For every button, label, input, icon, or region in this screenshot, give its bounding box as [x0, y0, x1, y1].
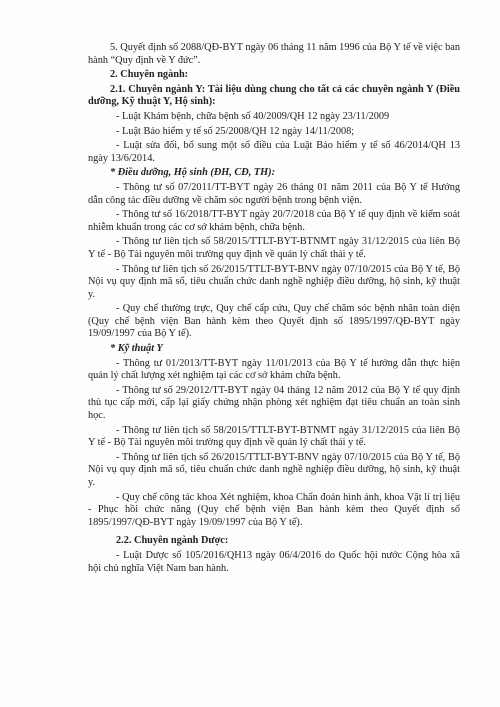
nursing-item-1: - Thông tư số 07/2011/TT-BYT ngày 26 tháng 01 năm 2011 của Bộ Y tế Hướng dẫn công tác điều dưỡng về chăm sóc người bệnh trong bệnh viện.: [88, 181, 460, 206]
nursing-item-4: - Thông tư liên tịch số 26/2015/TTLT-BYT-BNV ngày 07/10/2015 của Bộ Y tế, Bộ Nội vụ quy định mã số, tiêu chuẩn chức danh nghề nghiệp điều dưỡng, hộ sinh, kỹ thuật y.: [88, 263, 460, 300]
section-2-heading: 2. Chuyên ngành:: [110, 69, 189, 81]
tech-heading: * Kỹ thuật Y: [110, 343, 163, 355]
nursing-item-3: - Thông tư liên tịch số 58/2015/TTLT-BYT-BTNMT ngày 31/12/2015 của liên Bộ Y tế - Bộ Tài nguyên môi trường quy định về quản lý chất thải y tế.: [88, 236, 460, 260]
tech-item-1: - Thông tư 01/2013/TT-BYT ngày 11/01/2013 của Bộ Y tế hướng dẫn thực hiện quản lý chất lượng xét nghiệm tại các cơ sở khám chữa bệnh.: [88, 357, 460, 382]
item-5: 5. Quyết định số 2088/QĐ-BYT ngày 06 tháng 11 năm 1996 của Bộ Y tế về việc ban hành “Quy định về Y đức”.: [88, 42, 460, 66]
pharmacy-heading: 2.2. Chuyên ngành Dược:: [116, 535, 229, 547]
general-item-2: - Luật Bảo hiểm y tế số 25/2008/QH 12 ngày 14/11/2008;: [116, 125, 355, 137]
pharmacy-item-1: - Luật Dược số 105/2016/QH13 ngày 06/4/2016 do Quốc hội nước Cộng hòa xã hội chủ nghĩa Việt Nam ban hành.: [88, 549, 460, 574]
tech-item-3: - Thông tư liên tịch số 58/2015/TTLT-BYT-BTNMT ngày 31/12/2015 của liên Bộ Y tế - Bộ Tài nguyên môi trường quy định về quản lý chất thải y tế.: [88, 424, 460, 449]
tech-item-2: - Thông tư số 29/2012/TT-BYT ngày 04 tháng 12 năm 2012 của Bộ Y tế quy định thủ tục cấp mới, cấp lại giấy chứng nhận phòng xét nghiệm đạt tiêu chuẩn an toàn sinh học.: [88, 384, 460, 422]
nursing-item-5: - Quy chế thường trực, Quy chế cấp cứu, Quy chế chăm sóc bệnh nhân toàn diện (Quy chế bệnh viện Ban hành kèm theo Quyết định số 1895/1997/QĐ-BYT ngày 19/09/1997 của Bộ Y tế).: [88, 303, 460, 340]
tech-item-5: - Quy chế công tác khoa Xét nghiệm, khoa Chẩn đoán hình ảnh, khoa Vật lí trị liệu - Phục hồi chức năng (Quy chế bệnh viện Ban hành kèm theo Quyết định số 1895/1997/QĐ-BYT ngày 19/09/1997 của Bộ Y tế).: [88, 491, 460, 528]
general-item-3: - Luật sửa đổi, bổ sung một số điều của Luật Bảo hiểm y tế số 46/2014/QH 13 ngày 13/6/2014.: [88, 140, 460, 164]
tech-item-4: - Thông tư liên tịch số 26/2015/TTLT-BYT-BNV ngày 07/10/2015 của Bộ Y tế, Bộ Nội vụ quy định mã số, tiêu chuẩn chức danh nghề nghiệp điều dưỡng, hộ sinh, kỹ thuật y.: [88, 451, 460, 488]
nursing-item-2: - Thông tư số 16/2018/TT-BYT ngày 20/7/2018 của Bộ Y tế quy định về kiểm soát nhiễm khuẩn trong các cơ sở khám bệnh, chữa bệnh.: [88, 209, 460, 233]
section-2-1-heading: 2.1. Chuyên ngành Y: Tài liệu dùng chung cho tất cả các chuyên ngành Y (Điều dưỡng, Kỹ thuật Y, Hộ sinh):: [88, 83, 460, 108]
nursing-heading: * Điều dưỡng, Hộ sinh (ĐH, CĐ, TH):: [110, 167, 276, 179]
general-item-1: - Luật Khám bệnh, chữa bệnh số 40/2009/QH 12 ngày 23/11/2009: [116, 110, 390, 122]
